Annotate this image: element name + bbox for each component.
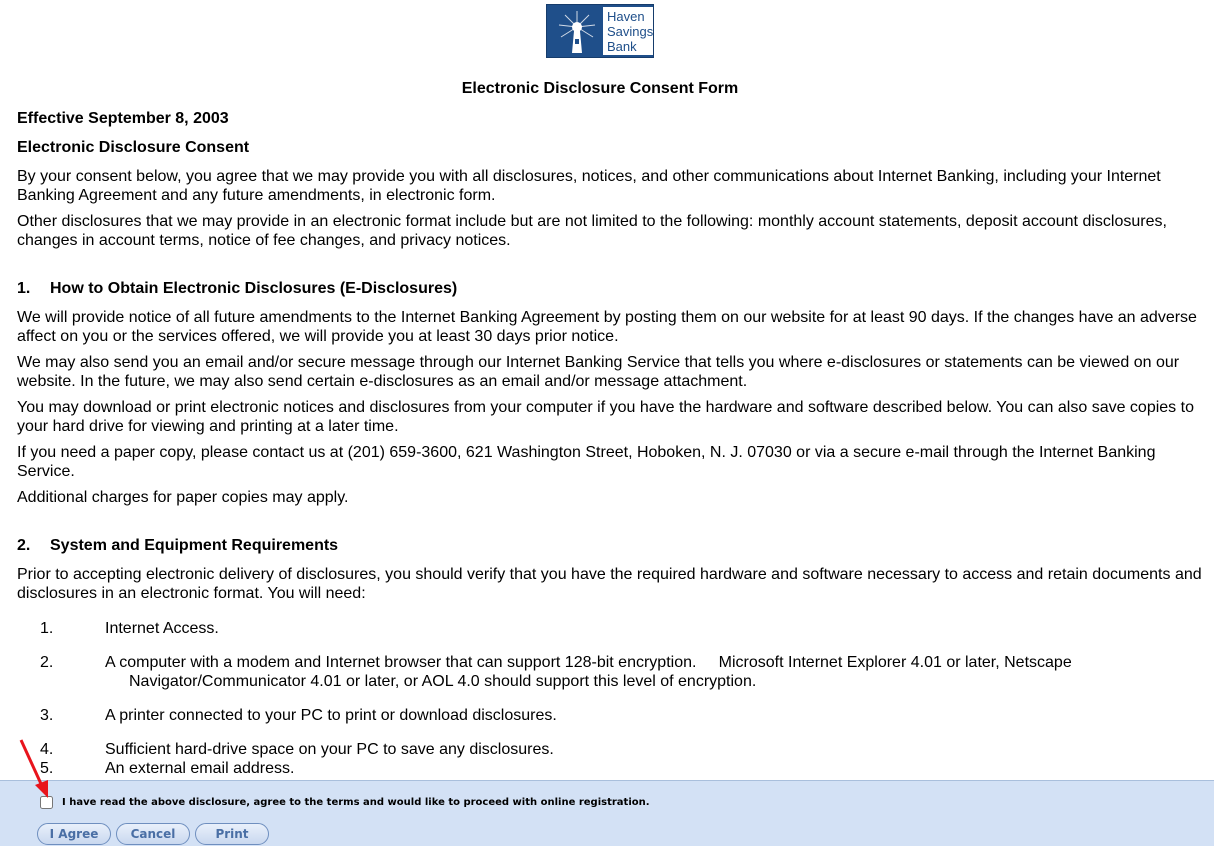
disclosure-body: [17, 109, 1202, 780]
item-text: Sufficient hard-drive space on your PC to save any disclosures.: [105, 741, 554, 758]
item-number: 1.: [40, 620, 54, 637]
item-text: An external email address.: [105, 760, 295, 777]
section-1-paragraph: If you need a paper copy, please contact us at (201) 659-3600, 621 Washington Street, Hoboken, N. J. 07030 or via a secure e-mail through the Internet Banking Service.: [17, 444, 1156, 480]
intro-paragraph: Other disclosures that we may provide in an electronic format include but are not limited to the following: monthly account statements, deposit account disclosures, changes in account terms, notice of fee changes, and privacy notices.: [17, 213, 1167, 249]
section-1-paragraph: Additional charges for paper copies may apply.: [17, 489, 349, 506]
item-number: 4.: [40, 741, 54, 758]
section-2-intro: Prior to accepting electronic delivery of disclosures, you should verify that you have the required hardware and software necessary to access and retain documents and disclosures in an electronic format. You will need:: [17, 566, 1202, 602]
section-title: How to Obtain Electronic Disclosures (E-Disclosures): [50, 280, 458, 297]
agree-button[interactable]: I Agree: [37, 823, 111, 845]
section-number: 2.: [17, 537, 31, 554]
effective-date: Effective September 8, 2003: [17, 110, 229, 127]
logo-line-3: Bank: [607, 39, 637, 54]
logo-line-1: Haven: [607, 9, 645, 24]
list-item: [17, 706, 1202, 725]
item-number: 3.: [40, 707, 54, 724]
consent-heading: Electronic Disclosure Consent: [17, 139, 250, 156]
section-1-heading: [17, 279, 1202, 298]
item-text: A printer connected to your PC to print or download disclosures.: [105, 707, 557, 724]
bank-logo: [546, 4, 654, 58]
section-1-paragraph: We will provide notice of all future amendments to the Internet Banking Agreement by posting them on our website for at least 90 days. If the changes have an adverse affect on you or the services offered, we will provide you at least 30 days prior notice.: [17, 309, 1197, 345]
intro-paragraph: By your consent below, you agree that we may provide you with all disclosures, notices, and other communications about Internet Banking, including your Internet Banking Agreement and any future amendments, in electronic form.: [17, 168, 1161, 204]
list-item: [17, 759, 1202, 778]
section-1-paragraph: We may also send you an email and/or secure message through our Internet Banking Service that tells you where e-disclosures or statements can be viewed on our website. In the future, we may also send certain e-disclosures as an email and/or message attachment.: [17, 354, 1180, 390]
red-arrow-icon: [18, 738, 58, 800]
item-number: 5.: [40, 760, 54, 777]
button-row: [37, 823, 269, 845]
agree-checkbox-label: I have read the above disclosure, agree to the terms and would like to proceed with online registration.: [62, 797, 650, 808]
cancel-button[interactable]: Cancel: [116, 823, 190, 845]
section-number: 1.: [17, 280, 31, 297]
section-1-paragraph: You may download or print electronic notices and disclosures from your computer if you have the hardware and software described below. You can also save copies to your hard drive for viewing and printing at a later time.: [17, 399, 1194, 435]
requirements-list: [17, 619, 1202, 778]
agree-row: [39, 796, 650, 809]
logo-line-2: Savings: [607, 24, 654, 39]
print-button[interactable]: Print: [195, 823, 269, 845]
list-item: [17, 653, 1202, 691]
item-text-continued: Navigator/Communicator 4.01 or later, or AOL 4.0 should support this level of encryption.: [129, 673, 757, 690]
section-title: System and Equipment Requirements: [50, 537, 339, 554]
item-text: Internet Access.: [105, 620, 219, 637]
lighthouse-icon: [553, 9, 601, 55]
item-text: A computer with a modem and Internet browser that can support 128-bit encryption. Microsoft Internet Explorer 4.01 or later, Netscape: [105, 654, 1072, 671]
page-title: Electronic Disclosure Consent Form: [461, 80, 739, 97]
list-item: [17, 740, 1202, 759]
section-2-heading: [17, 536, 1202, 555]
consent-bar: [0, 780, 1214, 846]
bank-name: [603, 7, 653, 55]
list-item: [17, 619, 1202, 638]
item-number: 2.: [40, 654, 54, 671]
